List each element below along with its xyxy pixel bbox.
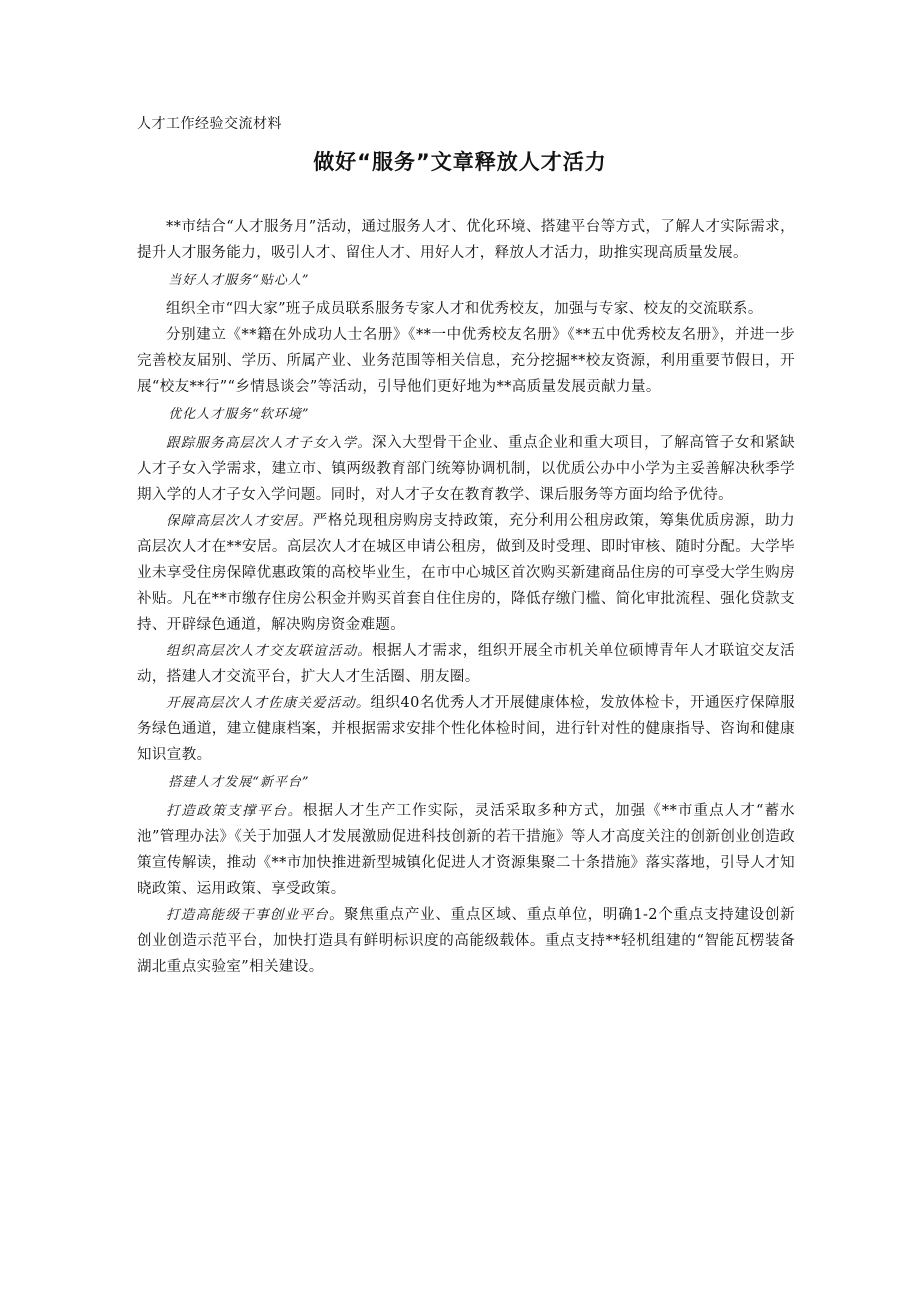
paragraph-text: 根据人才生产工作实际，灵活采取多种方式，加强《**市重点人才“蓄水池”管理办法》《关于加强人才发展激励促进科技创新的若干措施》等人才高度关注的创新创业创造政策宣传解读，推动《**市加快推进新型城镇化促进人才资源集聚二十条措施》落实落地，引导人才知晓政策、运用政策、享受政策。 (137, 803, 795, 897)
document-category-label: 人才工作经验交流材料 (137, 116, 282, 132)
paragraph-text: 根据人才需求，组织开展全市机关单位硕博青年人才联谊交友活动，搭建人才交流平台，扩大人才生活圈、朋友圈。 (137, 643, 796, 685)
paragraph-text: 聚焦重点产业、重点区域、重点单位，明确1-2个重点支持建设创新创业创造示范平台，加快打造具有鲜明标识度的高能级载体。重点支持**轻机组建的“智能瓦楞装备湖北重点实验室”相关建设。 (137, 907, 796, 975)
section-heading-environment: 优化人才服务“软环境” (168, 407, 310, 422)
section-paragraph (137, 430, 795, 508)
paragraph-lead: 组织高层次人才交友联谊活动。 (166, 643, 373, 659)
section-heading-platform: 搭建人才发展“新平台” (168, 775, 310, 790)
section-paragraph (137, 690, 795, 768)
section-paragraph (137, 638, 795, 690)
document-body (137, 214, 795, 980)
paragraph-lead: 保障高层次人才安居。 (166, 513, 313, 529)
intro-paragraph: **市结合“人才服务月”活动，通过服务人才、优化环境、搭建平台等方式，了解人才实际需求，提升人才服务能力，吸引人才、留住人才、用好人才，释放人才活力，助推实现高质量发展。 (137, 219, 795, 261)
paragraph-lead: 打造政策支撑平台。 (166, 803, 303, 819)
section-paragraph: 分别建立《**籍在外成功人士名册》《**一中优秀校友名册》《**五中优秀校友名册》，并进一步完善校友届别、学历、所属产业、业务范围等相关信息，充分挖掘**校友资源，利用重要节假日，开展“校友**行”“乡情恳谈会”等活动，引导他们更好地为**高质量发展贡献力量。 (137, 327, 795, 395)
section-paragraph: 组织全市“四大家”班子成员联系服务专家人才和优秀校友，加强与专家、校友的交流联系。 (166, 301, 763, 317)
section-paragraph (137, 508, 795, 638)
paragraph-lead: 跟踪服务高层次人才子女入学。 (166, 435, 373, 451)
paragraph-text: 组织40名优秀人才开展健康体检，发放体检卡，开通医疗保障服务绿色通道，建立健康档案，并根据需求安排个性化体检时间，进行针对性的健康指导、咨询和健康知识宣教。 (137, 695, 795, 763)
paragraph-lead: 打造高能级干事创业平台。 (166, 907, 344, 923)
section-paragraph (137, 798, 795, 902)
paragraph-lead: 开展高层次人才佐康关爱活动。 (166, 695, 371, 711)
section-heading-service: 当好人才服务“贴心人” (168, 273, 310, 288)
section-paragraph (137, 902, 795, 980)
paragraph-text: 严格兑现租房购房支持政策，充分利用公租房政策，筹集优质房源，助力高层次人才在**安居。高层次人才在城区申请公租房，做到及时受理、即时审核、随时分配。大学毕业未享受住房保障优惠政策的高校毕业生，在市中心城区首次购买新建商品住房的可享受大学生购房补贴。凡在**市缴存住房公积金并购买首套自住住房的，降低存缴门槛、简化审批流程、强化贷款支持、开辟绿色通道，解决购房资金难题。 (137, 513, 796, 633)
document-title: 做好“服务”文章释放人才活力 (313, 150, 607, 174)
paragraph-text: 深入大型骨干企业、重点企业和重大项目，了解高管子女和紧缺人才子女入学需求，建立市、镇两级教育部门统筹协调机制，以优质公办中小学为主妥善解决秋季学期入学的人才子女入学问题。同时，对人才子女在教育教学、课后服务等方面均给予优待。 (137, 435, 796, 503)
